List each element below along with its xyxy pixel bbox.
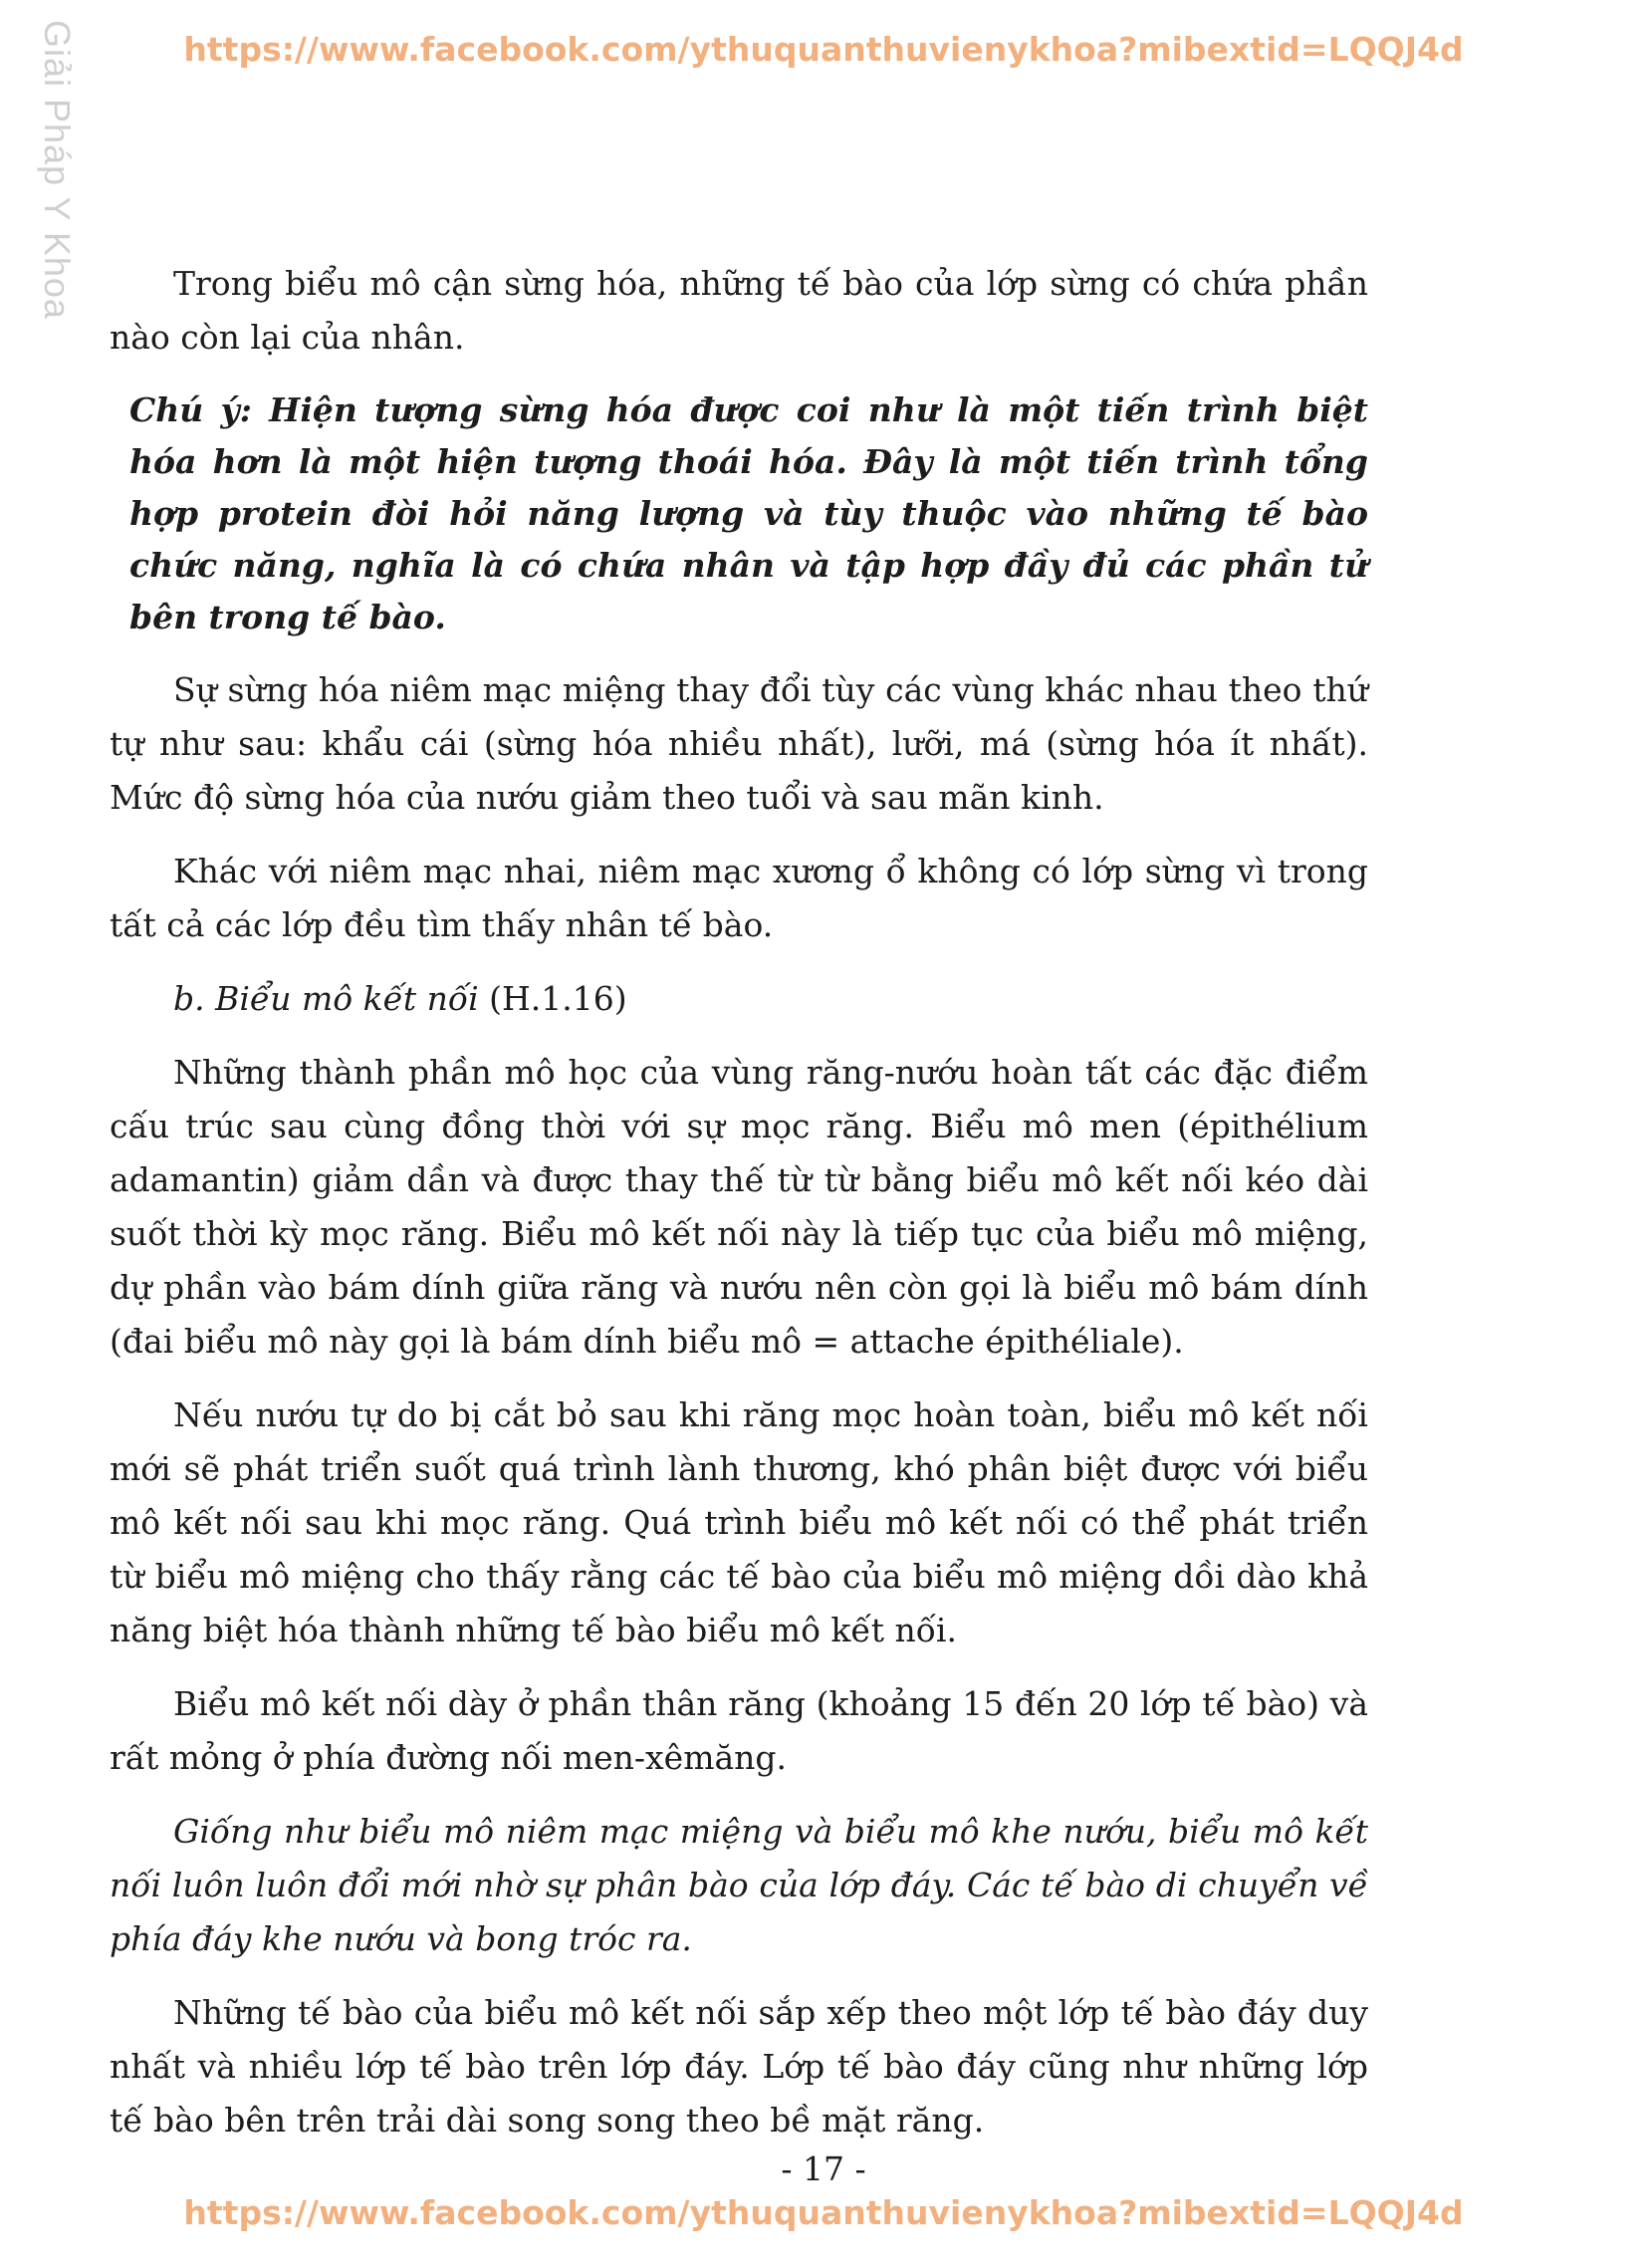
paragraph-thickness: Biểu mô kết nối dày ở phần thân răng (khoảng 15 đến 20 lớp tế bào) và rất mỏng ở phía đường nối men-xêmăng. — [110, 1684, 1368, 1777]
section-heading-title: b. Biểu mô kết nối — [173, 979, 479, 1018]
footer-url-link[interactable]: https://www.facebook.com/ythuquanthuvienykhoa?mibextid=LQQJ4d — [183, 2193, 1464, 2232]
note-block — [110, 384, 1368, 643]
side-watermark: Giải Pháp Y Khoa — [37, 20, 78, 320]
note-text: Hiện tượng sừng hóa được coi như là một tiến trình biệt hóa hơn là một hiện tượng thoái hóa. Đây là một tiến trình tổng hợp protein đòi hỏi năng lượng và tùy thuộc vào những tế bào chức năng, nghĩa là có chứa nhân và tập hợp đầy đủ các phần tử bên trong tế bào. — [129, 390, 1368, 636]
paragraph-renewal: Giống như biểu mô niêm mạc miệng và biểu mô khe nướu, biểu mô kết nối luôn luôn đổi mới nhờ sự phân bào của lớp đáy. Các tế bào di chuyển về phía đáy khe nướu và bong tróc ra. — [110, 1812, 1368, 1958]
note-label: Chú ý: — [129, 390, 252, 429]
paragraph-keratinization-order: Sự sừng hóa niêm mạc miệng thay đổi tùy các vùng khác nhau theo thứ tự như sau: khẩu cái (sừng hóa nhiều nhất), lưỡi, má (sừng hóa ít nhất). Mức độ sừng hóa của nướu giảm theo tuổi và sau mãn kinh. — [110, 670, 1368, 817]
paragraph-cell-layers: Những tế bào của biểu mô kết nối sắp xếp theo một lớp tế bào đáy duy nhất và nhiều lớp tế bào trên lớp đáy. Lớp tế bào đáy cũng như những lớp tế bào bên trên trải dài song song theo bề mặt răng. — [110, 1993, 1368, 2140]
section-heading-figure-ref: (H.1.16) — [478, 979, 627, 1018]
header-url-link[interactable]: https://www.facebook.com/ythuquanthuvienykhoa?mibextid=LQQJ4d — [183, 30, 1464, 69]
page-number: - 17 - — [781, 2149, 866, 2188]
paragraph-regeneration: Nếu nướu tự do bị cắt bỏ sau khi răng mọc hoàn toàn, biểu mô kết nối mới sẽ phát triển suốt quá trình lành thương, khó phân biệt được với biểu mô kết nối sau khi mọc răng. Quá trình biểu mô kết nối có thể phát triển từ biểu mô miệng cho thấy rằng các tế bào của biểu mô miệng dồi dào khả năng biệt hóa thành những tế bào biểu mô kết nối. — [110, 1395, 1368, 1649]
page-content — [110, 257, 1368, 2167]
paragraph-parakeratinized: Trong biểu mô cận sừng hóa, những tế bào của lớp sừng có chứa phần nào còn lại của nhân. — [110, 264, 1368, 357]
paragraph-histology: Những thành phần mô học của vùng răng-nướu hoàn tất các đặc điểm cấu trúc sau cùng đồng thời với sự mọc răng. Biểu mô men (épithélium adamantin) giảm dần và được thay thế từ từ bằng biểu mô kết nối kéo dài suốt thời kỳ mọc răng. Biểu mô kết nối này là tiếp tục của biểu mô miệng, dự phần vào bám dính giữa răng và nướu nên còn gọi là biểu mô bám dính (đai biểu mô này gọi là bám dính biểu mô = attache épithéliale). — [110, 1053, 1368, 1361]
paragraph-alveolar-mucosa: Khác với niêm mạc nhai, niêm mạc xương ổ không có lớp sừng vì trong tất cả các lớp đều tìm thấy nhân tế bào. — [110, 852, 1368, 944]
section-heading — [110, 972, 1368, 1026]
